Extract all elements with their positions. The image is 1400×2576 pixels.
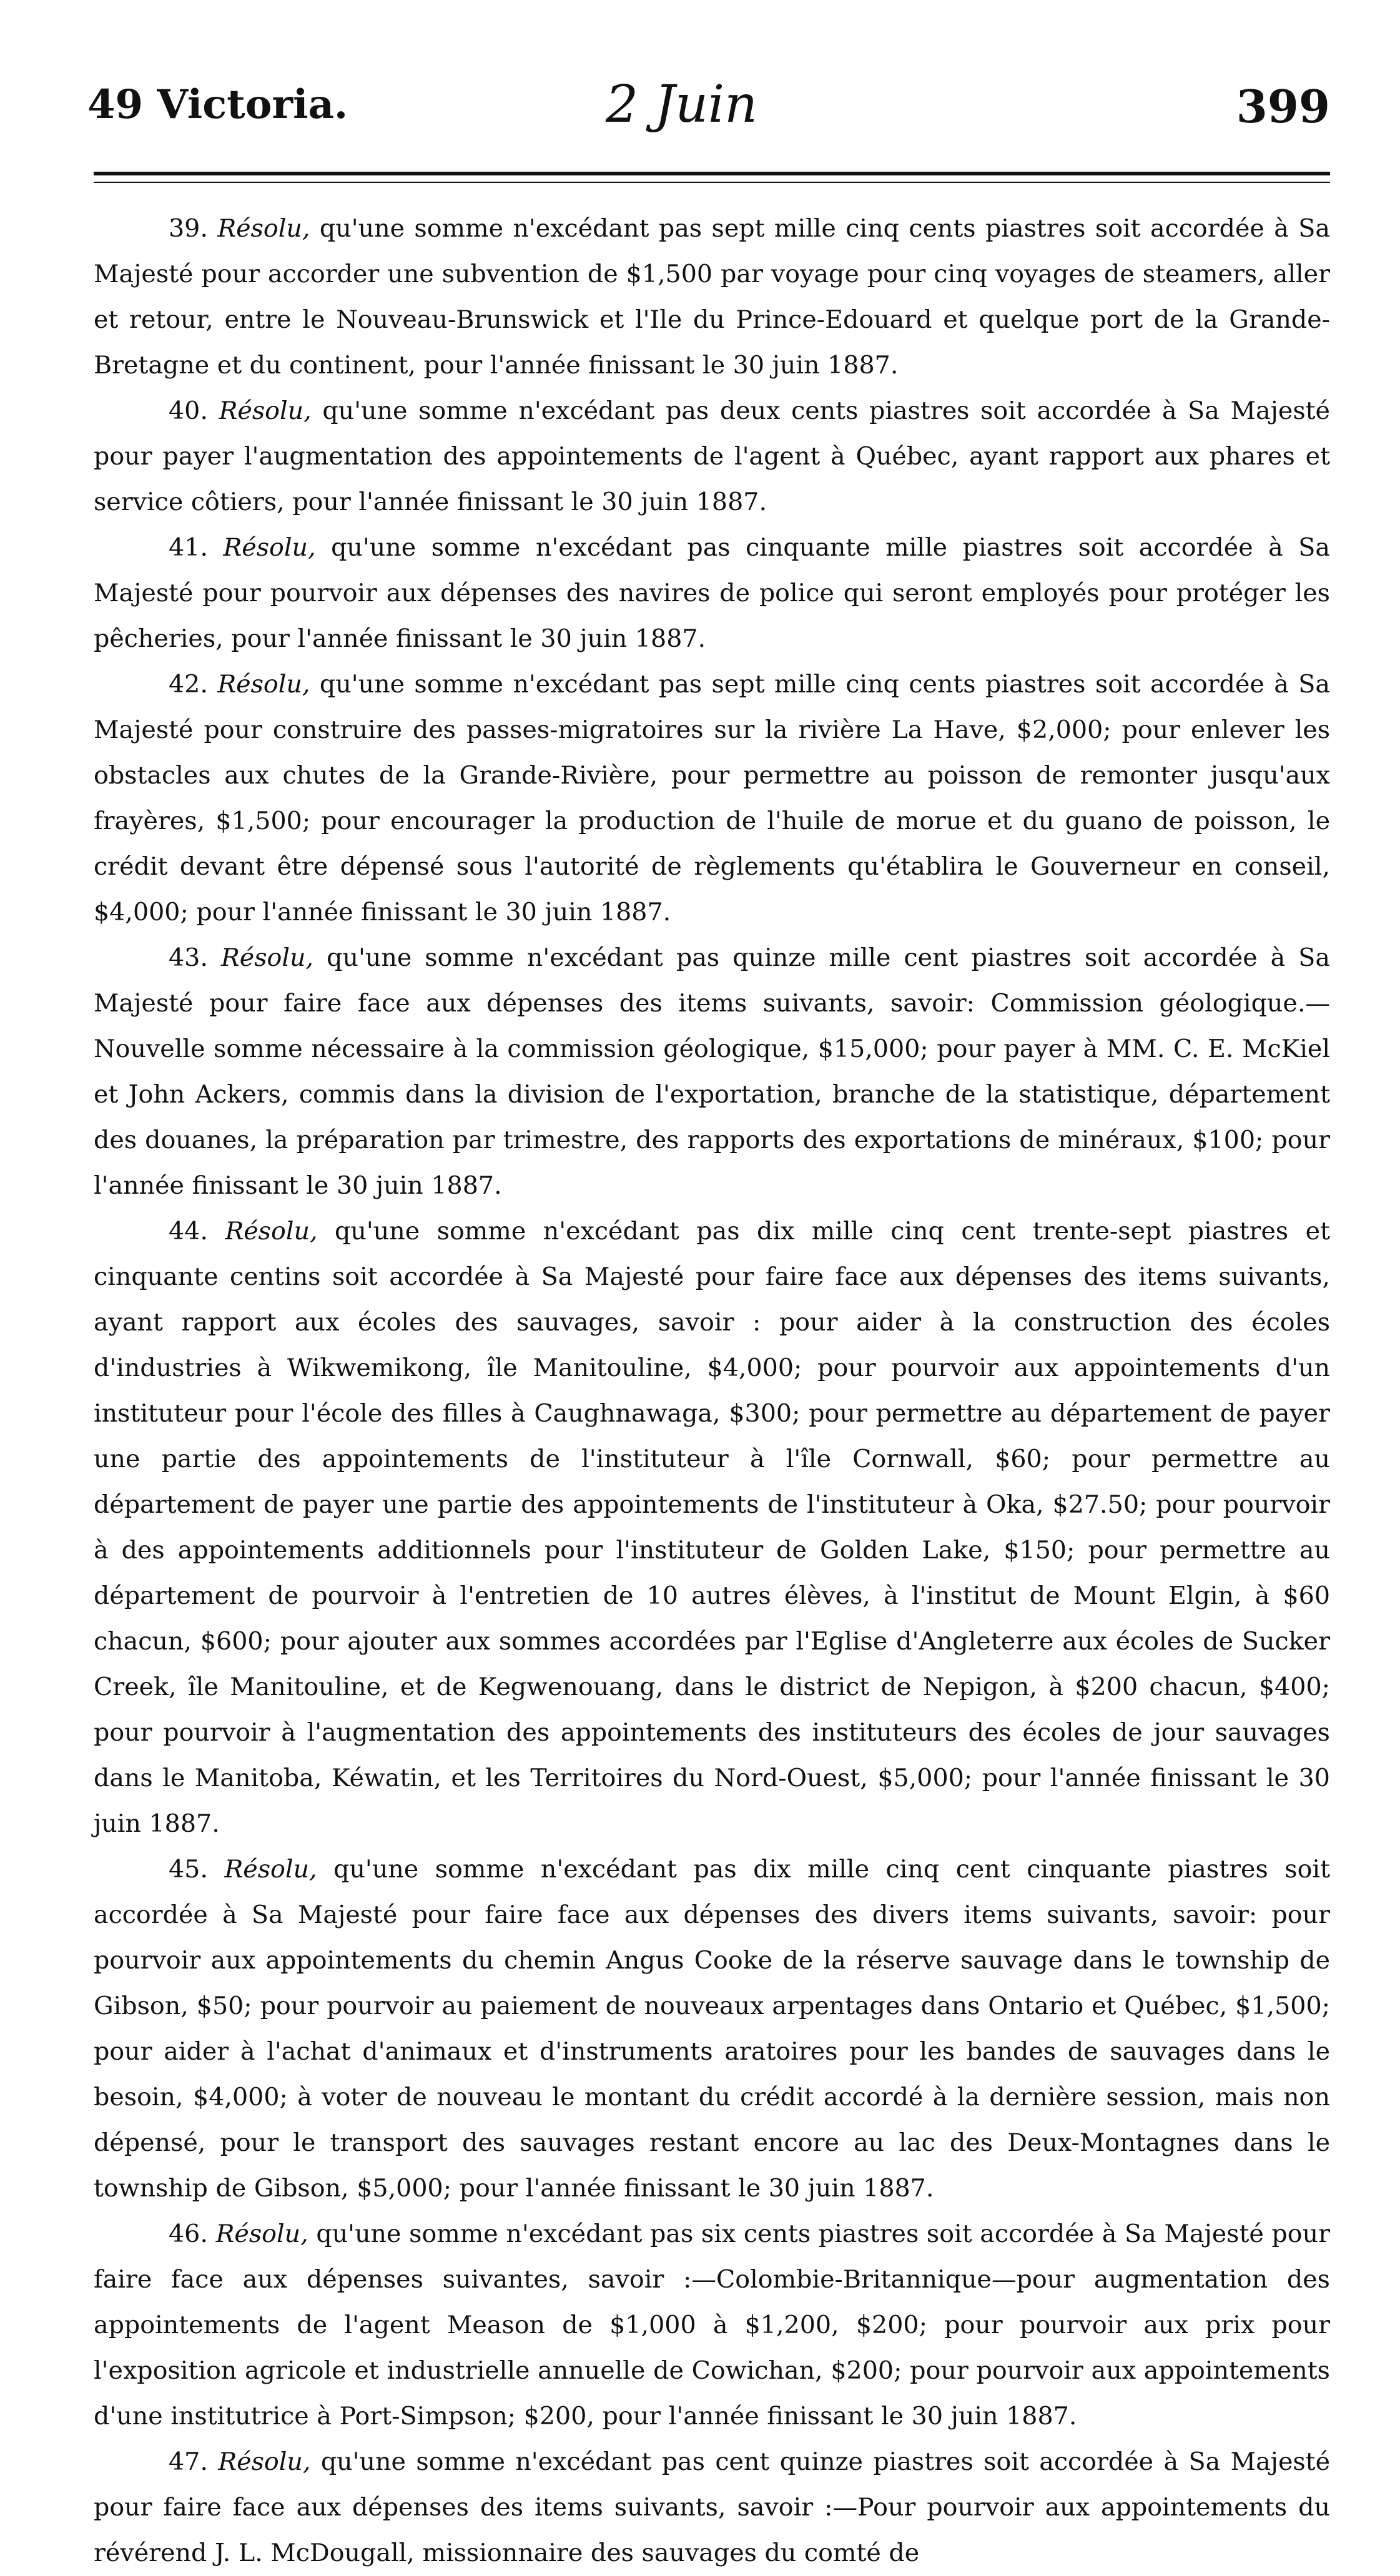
page-number: 399 xyxy=(1236,80,1330,133)
resolution-text: qu'une somme n'excédant pas six cents piastres soit accordée à Sa Majesté pour faire face aux dépenses suivantes, savoir :—Colombie-Britannique—pour augmentation des appointements de l'agent Meason de $1,000 à $1,200, $200; pour pourvoir aux prix pour l'exposition agricole et industrielle annuelle de Cowichan, $200; pour pourvoir aux appointements d'une institutrice à Port-Simpson; $200, pour l'année finissant le 30 juin 1887. xyxy=(94,2220,1330,2431)
resolu-label: Résolu, xyxy=(217,214,310,243)
resolution-text: qu'une somme n'excédant pas dix mille cinq cent trente-sept piastres et cinquante centins soit accordée à Sa Majesté pour faire face aux dépenses des items suivants, ayant rapport aux écoles des sauvages, savoir : pour aider à la construction des écoles d'industries à Wikwemikong, île Manitouline, $4,000; pour pourvoir aux appointements d'un instituteur pour l'école des filles à Caughnawaga, $300; pour permettre au département de payer une partie des appointements de l'instituteur à l'île Cornwall, $60; pour permettre au département de payer une partie des appointements de l'instituteur à Oka, $27.50; pour pourvoir à des appointements additionnels pour l'instituteur de Golden Lake, $150; pour permettre au département de pourvoir à l'entretien de 10 autres élèves, à l'institut de Mount Elgin, à $60 chacun, $600; pour ajouter aux sommes accordées par l'Eglise d'Angleterre aux écoles de Sucker Creek, île Manitouline, et de Kegwenouang, dans le district de Nepigon, à $200 chacun, $400; pour pourvoir à l'augmentation des appointements des instituteurs des écoles de jour sauvages dans le Manitoba, Kéwatin, et les Territoires du Nord-Ouest, $5,000; pour l'année finissant le 30 juin 1887. xyxy=(94,1217,1330,1838)
resolution-number: 47. xyxy=(169,2447,208,2476)
resolution-number: 42. xyxy=(169,670,208,699)
resolu-label: Résolu, xyxy=(217,670,310,699)
header-rule-thin xyxy=(94,182,1330,183)
resolution-46 xyxy=(94,2211,1330,2439)
resolution-number: 39. xyxy=(169,214,208,243)
resolution-text: qu'une somme n'excédant pas cent quinze piastres soit accordée à Sa Majesté pour faire face aux dépenses des items suivants, savoir :—Pour pourvoir aux appointements du révérend J. L. McDougall, missionnaire des sauvages du comté de xyxy=(94,2447,1330,2567)
resolution-40 xyxy=(94,388,1330,525)
header-date: 2 Juin xyxy=(606,75,757,134)
resolu-label: Résolu, xyxy=(224,1855,317,1884)
resolution-number: 44. xyxy=(169,1217,208,1246)
resolution-number: 46. xyxy=(169,2220,208,2248)
resolution-text: qu'une somme n'excédant pas dix mille cinq cent cinquante piastres soit accordée à Sa Majesté pour faire face aux dépenses des divers items suivants, savoir: pour pourvoir aux appointements du chemin Angus Cooke de la réserve sauvage dans le township de Gibson, $50; pour pourvoir au paiement de nouveaux arpentages dans Ontario et Québec, $1,500; pour aider à l'achat d'animaux et d'instruments aratoires pour les bandes de sauvages dans le besoin, $4,000; à voter de nouveau le montant du crédit accordé à la dernière session, mais non dépensé, pour le transport des sauvages restant encore au lac des Deux-Montagnes dans le township de Gibson, $5,000; pour l'année finissant le 30 juin 1887. xyxy=(94,1855,1330,2203)
resolu-label: Résolu, xyxy=(215,2220,308,2248)
resolu-label: Résolu, xyxy=(218,2447,311,2476)
resolution-number: 41. xyxy=(169,533,208,562)
resolution-text: qu'une somme n'excédant pas sept mille cinq cents piastres soit accordée à Sa Majesté pour construire des passes-migratoires sur la rivière La Have, $2,000; pour enlever les obstacles aux chutes de la Grande-Rivière, pour permettre au poisson de remonter jusqu'aux frayères, $1,500; pour encourager la production de l'huile de morue et du guano de poisson, le crédit devant être dépensé sous l'autorité de règlements qu'établira le Gouverneur en conseil, $4,000; pour l'année finissant le 30 juin 1887. xyxy=(94,670,1330,927)
header-rule-thick xyxy=(94,172,1330,175)
resolution-number: 40. xyxy=(169,396,208,425)
resolution-text: qu'une somme n'excédant pas sept mille cinq cents piastres soit accordée à Sa Majesté pour accorder une subvention de $1,500 par voyage pour cinq voyages de steamers, aller et retour, entre le Nouveau-Brunswick et l'Ile du Prince-Edouard et quelque port de la Grande-Bretagne et du continent, pour l'année finissant le 30 juin 1887. xyxy=(94,214,1330,380)
resolution-number: 45. xyxy=(169,1855,208,1884)
resolution-text: qu'une somme n'excédant pas quinze mille cent piastres soit accordée à Sa Majesté pour faire face aux dépenses des items suivants, savoir: Commission géologique.—Nouvelle somme nécessaire à la commission géologique, $15,000; pour payer à MM. C. E. McKiel et John Ackers, commis dans la division de l'exportation, branche de la statistique, département des douanes, la préparation par trimestre, des rapports des exportations de minéraux, $100; pour l'année finissant le 30 juin 1887. xyxy=(94,943,1330,1200)
resolution-42 xyxy=(94,662,1330,935)
page-header xyxy=(87,69,1330,137)
resolution-41 xyxy=(94,525,1330,662)
header-session: 49 Victoria. xyxy=(87,81,348,128)
resolu-label: Résolu, xyxy=(221,943,314,972)
resolution-47 xyxy=(94,2439,1330,2576)
resolution-39 xyxy=(94,206,1330,388)
resolution-44 xyxy=(94,1209,1330,1847)
resolution-number: 43. xyxy=(169,943,208,972)
resolution-text: qu'une somme n'excédant pas cinquante mille piastres soit accordée à Sa Majesté pour pourvoir aux dépenses des navires de police qui seront employés pour protéger les pêcheries, pour l'année finissant le 30 juin 1887. xyxy=(94,533,1330,653)
resolution-text: qu'une somme n'excédant pas deux cents piastres soit accordée à Sa Majesté pour payer l'augmentation des appointements de l'agent à Québec, ayant rapport aux phares et service côtiers, pour l'année finissant le 30 juin 1887. xyxy=(94,396,1330,516)
resolu-label: Résolu, xyxy=(225,1217,318,1246)
resolu-label: Résolu, xyxy=(223,533,316,562)
resolution-45 xyxy=(94,1847,1330,2211)
document-body xyxy=(94,206,1330,2567)
resolution-43 xyxy=(94,935,1330,1209)
resolu-label: Résolu, xyxy=(219,396,312,425)
